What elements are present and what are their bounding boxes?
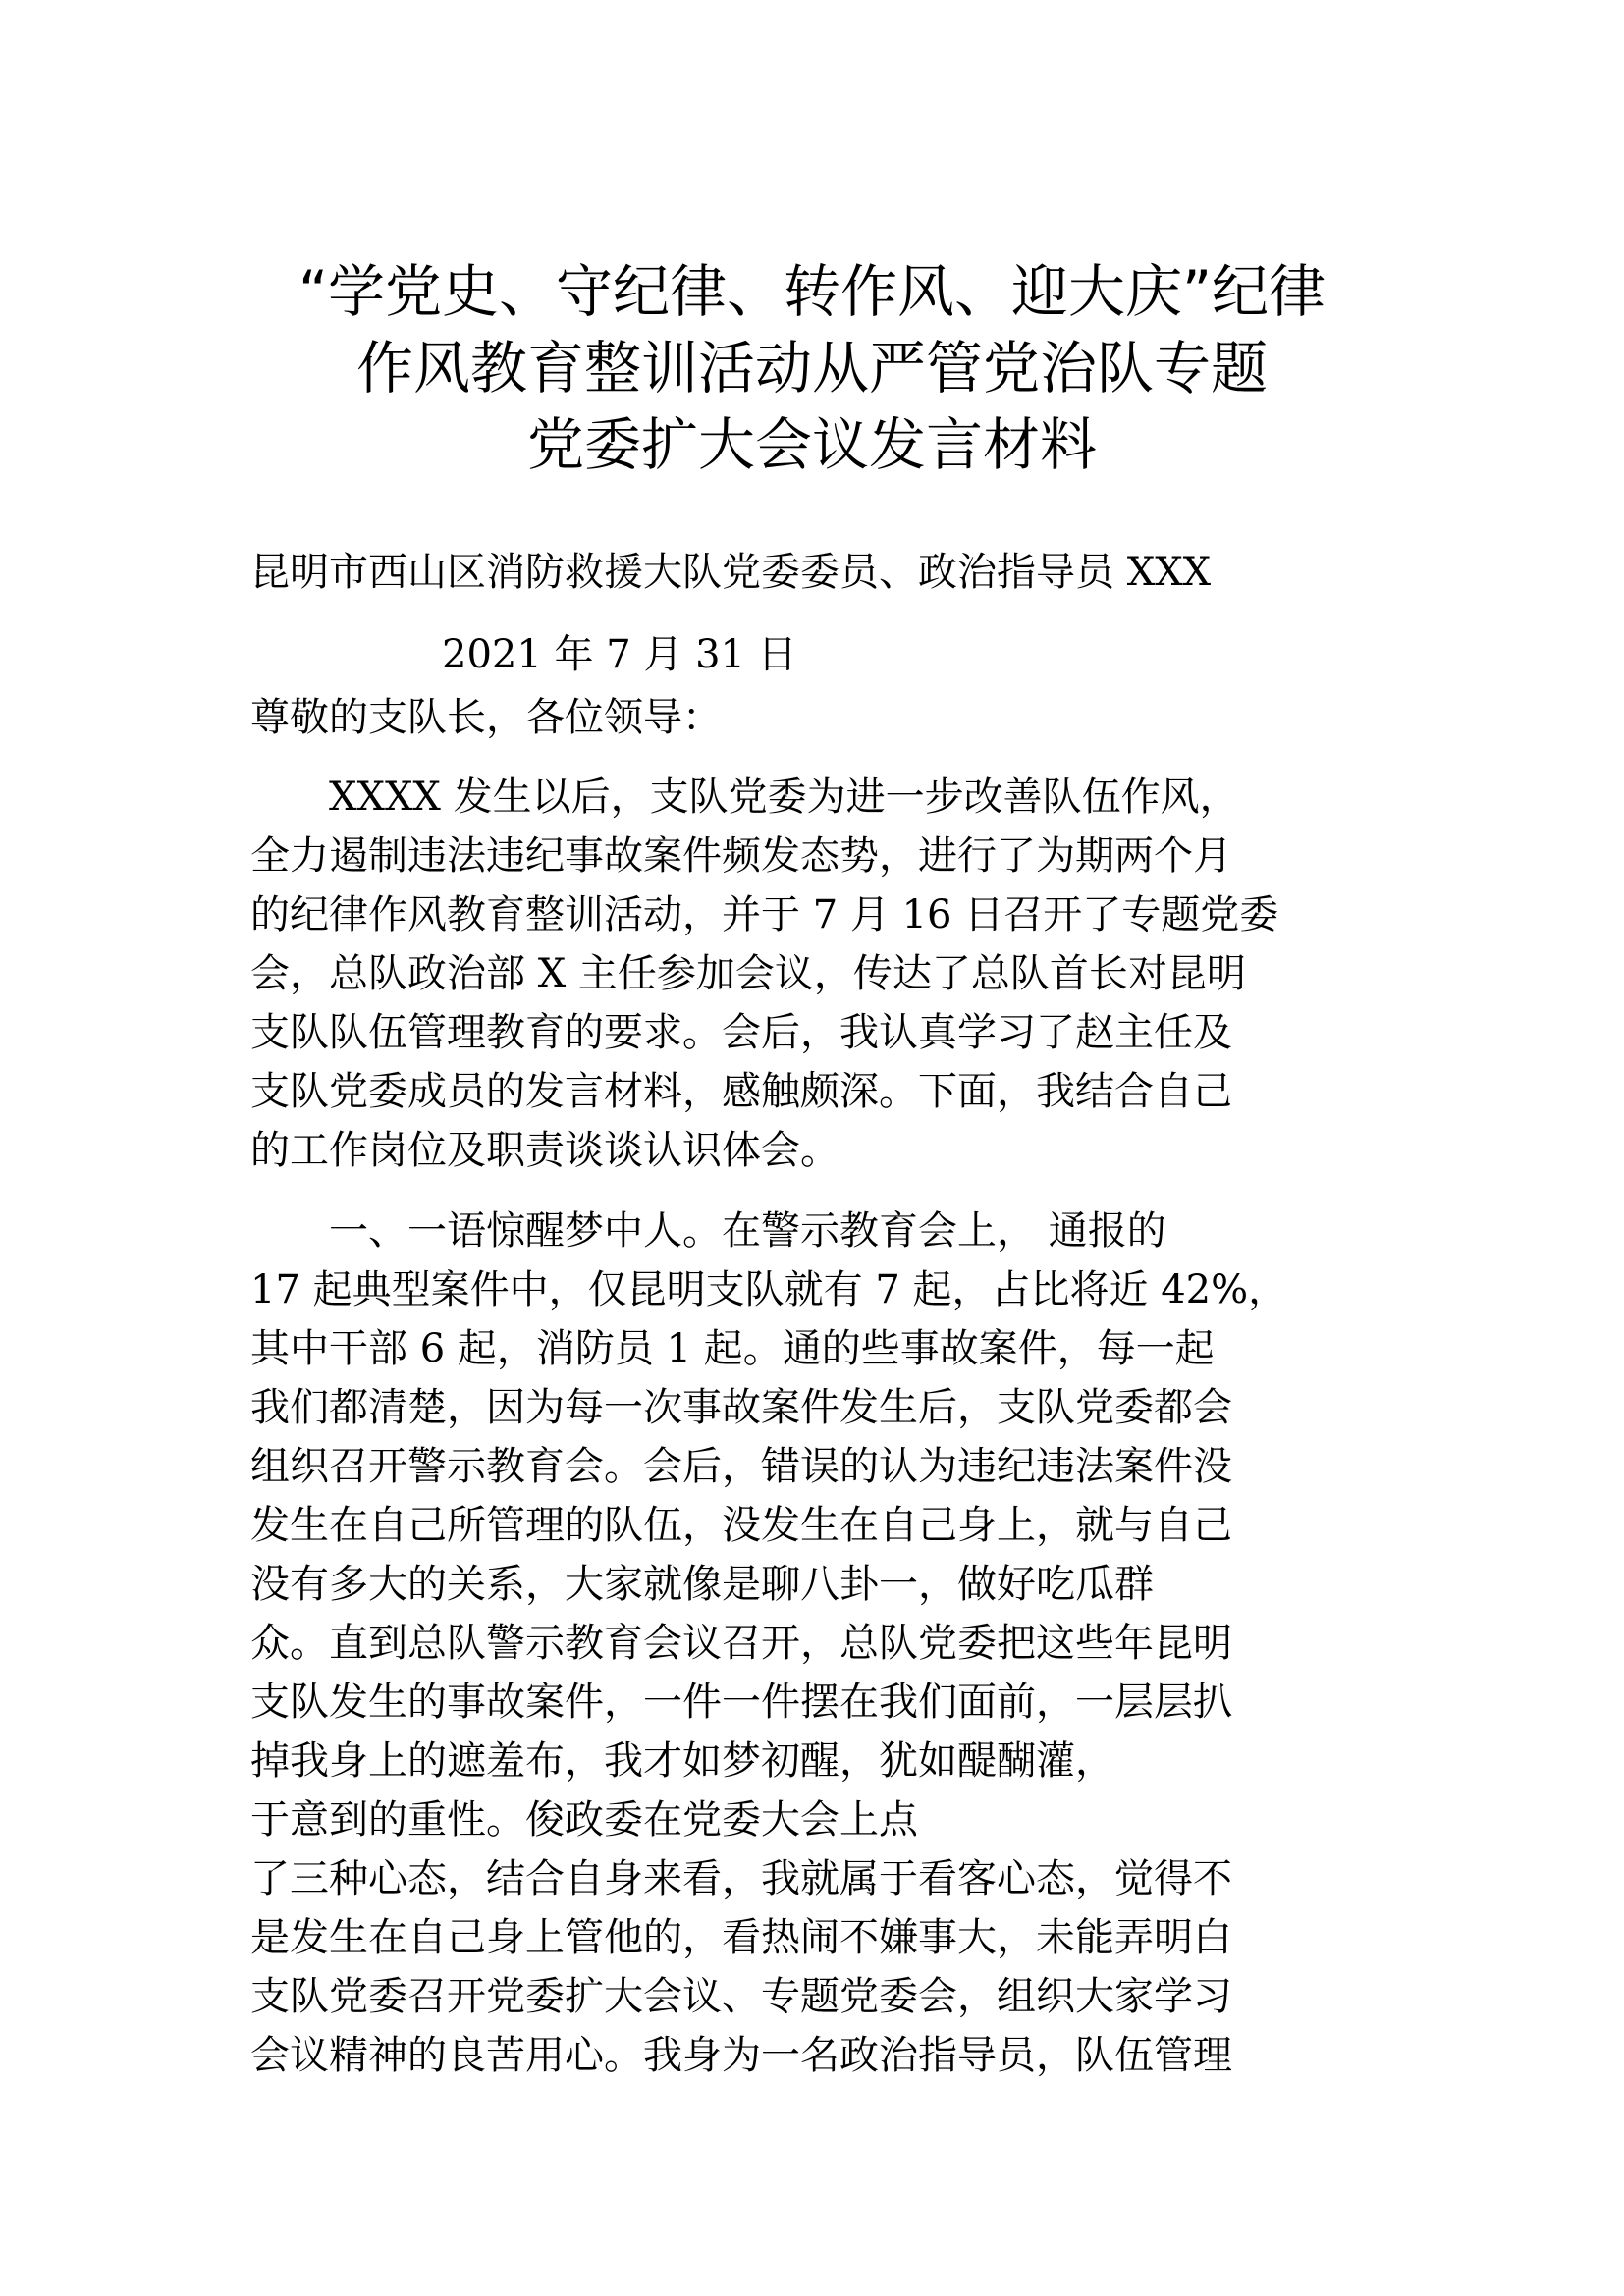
document-title — [196, 253, 1428, 483]
salutation: 尊敬的支队长，各位领导： — [250, 695, 722, 740]
text-line: 会，总队政治部 X 主任参加会议，传达了总队首长对昆明 — [250, 951, 1246, 996]
text-line: 组织召开警示教育会。会后，错误的认为违纪违法案件没 — [250, 1444, 1232, 1489]
text-line: 其中干部 6 起，消防员 1 起。通的些事故案件，每一起 — [250, 1326, 1215, 1371]
text-line: 没有多大的关系，大家就像是聊八卦一，做好吃瓜群 — [250, 1562, 1154, 1607]
text-line: 支队党委召开党委扩大会议、专题党委会，组织大家学习 — [250, 1974, 1232, 2019]
text-line: 是发生在自己身上管他的，看热闹不嫌事大，未能弄明白 — [250, 1915, 1232, 1960]
author-line: 昆明市西山区消防救援大队党委委员、政治指导员 XXX — [250, 550, 1212, 595]
text-line: 一、一语惊醒梦中人。在警示教育会上， 通报的 — [329, 1208, 1166, 1254]
text-line: 会议精神的良苦用心。我身为一名政治指导员，队伍管理 — [250, 2033, 1232, 2078]
text-line: 支队队伍管理教育的要求。会后，我认真学习了赵主任及 — [250, 1010, 1232, 1055]
date-line: 2021 年 7 月 31 日 — [442, 632, 797, 677]
text-line: 掉我身上的遮羞布，我才如梦初醒，犹如醍醐灌， — [250, 1738, 1114, 1784]
paragraph-intro — [250, 768, 1380, 1180]
text-line: 了三种心态，结合自身来看，我就属于看客心态，觉得不 — [250, 1856, 1232, 1901]
text-line: 支队发生的事故案件，一件一件摆在我们面前，一层层扒 — [250, 1680, 1232, 1725]
title-line: 党委扩大会议发言材料 — [526, 411, 1097, 478]
title-line: 作风教育整训活动从严管党治队专题 — [355, 335, 1268, 401]
text-line: 全力遏制违法违纪事故案件频发态势，进行了为期两个月 — [250, 833, 1232, 879]
text-line: 于意到的重性。俊政委在党委大会上点 — [250, 1797, 918, 1842]
text-line: XXXX 发生以后，支队党委为进一步改善队伍作风， — [329, 774, 1239, 820]
text-line: 的工作岗位及职责谈谈认识体会。 — [250, 1128, 839, 1173]
text-line: 17 起典型案件中，仅昆明支队就有 7 起，占比将近 42%， — [250, 1267, 1288, 1312]
text-line: 的纪律作风教育整训活动，并于 7 月 16 日召开了专题党委 — [250, 892, 1279, 937]
text-line: 发生在自己所管理的队伍，没发生在自己身上，就与自己 — [250, 1503, 1232, 1548]
text-line: 我们都清楚，因为每一次事故案件发生后，支队党委都会 — [250, 1385, 1232, 1430]
text-line: 支队党委成员的发言材料，感触颇深。下面，我结合自己 — [250, 1069, 1232, 1114]
text-line: 众。直到总队警示教育会议召开，总队党委把这些年昆明 — [250, 1621, 1232, 1666]
title-line: “学党史、守纪律、转作风、迎大庆”纪律 — [298, 258, 1326, 325]
paragraph-section-one — [250, 1201, 1380, 2085]
